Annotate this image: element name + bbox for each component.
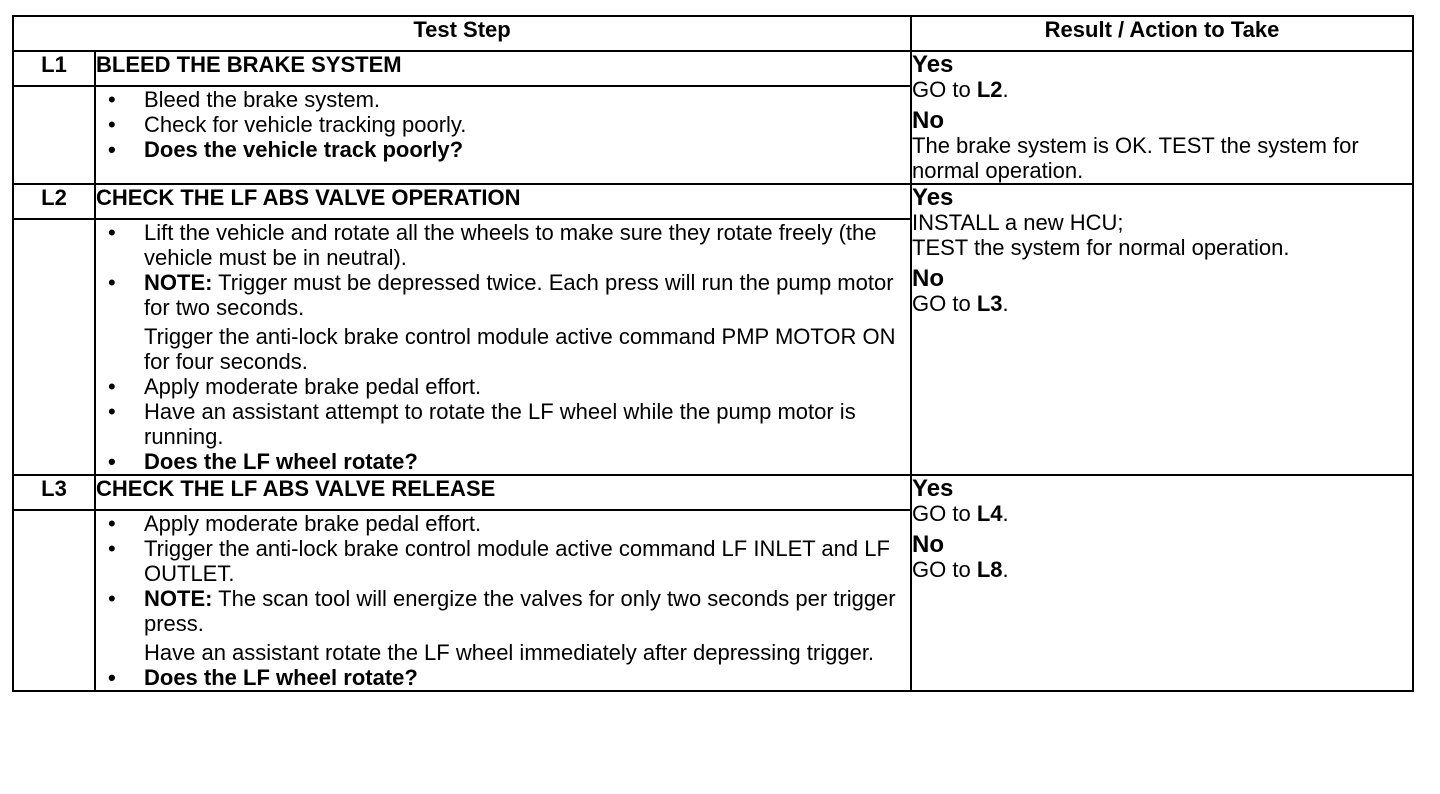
header-result: Result / Action to Take (911, 16, 1413, 51)
table-header-row (13, 16, 1413, 51)
list-item: • NOTE: The scan tool will energize the valves for only two seconds per trigger press. (108, 586, 896, 636)
step-id-l2: L2 (13, 184, 95, 219)
step-title-row-l1 (13, 51, 1413, 86)
blank-cell (13, 510, 95, 691)
yes-action (912, 501, 1412, 526)
result-no-l1 (912, 108, 1412, 183)
step-list-l2 (96, 220, 910, 474)
bullet-icon: • (108, 586, 116, 611)
step-body-l3 (95, 510, 911, 691)
bullet-icon: • (108, 87, 116, 112)
result-cell-l3 (911, 475, 1413, 691)
note-label: NOTE: (144, 586, 213, 611)
bullet-icon: • (108, 270, 116, 295)
result-yes-l1 (912, 52, 1412, 102)
no-action: The brake system is OK. TEST the system for normal operation. (912, 133, 1359, 183)
list-item-continuation: Have an assistant rotate the LF wheel immediately after depressing trigger. (144, 640, 875, 665)
result-yes-l3 (912, 476, 1412, 526)
yes-action: INSTALL a new HCU; (912, 210, 1124, 235)
no-label: No (912, 531, 945, 558)
list-item: • Apply moderate brake pedal effort. (108, 511, 482, 536)
yes-step-ref: L4 (976, 501, 1003, 526)
step-list-l1 (96, 87, 910, 162)
yes-action-2: TEST the system for normal operation. (912, 235, 1290, 260)
bullet-icon: • (108, 511, 116, 536)
result-cell-l1 (911, 51, 1413, 184)
result-no-l2 (912, 266, 1412, 316)
note-label: NOTE: (144, 270, 213, 295)
list-item: • Trigger the anti-lock brake control module active command LF INLET and LF OUTLET. (108, 536, 890, 586)
step-id-l3: L3 (13, 475, 95, 510)
step-title-l2: CHECK THE LF ABS VALVE OPERATION (95, 184, 911, 219)
list-item: • Apply moderate brake pedal effort. (108, 374, 482, 399)
step-title-row-l3 (13, 475, 1413, 510)
no-text: GO to (912, 291, 977, 316)
list-item: • Lift the vehicle and rotate all the wheels to make sure they rotate freely (the vehicle must be in neutral). (108, 220, 877, 270)
bullet-icon: • (108, 665, 116, 690)
yes-action (912, 77, 1412, 102)
step-title-l1: BLEED THE BRAKE SYSTEM (95, 51, 911, 86)
yes-label: Yes (912, 184, 954, 211)
bullet-icon: • (108, 449, 116, 474)
yes-label: Yes (912, 475, 954, 502)
question-item: • Does the LF wheel rotate? (108, 449, 418, 474)
no-action (912, 291, 1412, 316)
step-title-row-l2 (13, 184, 1413, 219)
no-label: No (912, 107, 945, 134)
no-step-ref: L8 (976, 557, 1003, 582)
yes-suffix: . (1002, 77, 1009, 102)
bullet-icon: • (108, 399, 116, 424)
no-text: GO to (912, 557, 977, 582)
question-item: • Does the LF wheel rotate? (108, 665, 418, 690)
result-cell-l2 (911, 184, 1413, 475)
step-id-l1: L1 (13, 51, 95, 86)
diagnostic-table (12, 15, 1414, 692)
yes-text: GO to (912, 501, 977, 526)
header-test-step: Test Step (13, 16, 911, 51)
bullet-icon: • (108, 112, 116, 137)
result-yes-l2 (912, 185, 1412, 260)
step-body-l2 (95, 219, 911, 475)
result-no-l3 (912, 532, 1412, 582)
list-item: • Check for vehicle tracking poorly. (108, 112, 467, 137)
bullet-icon: • (108, 137, 116, 162)
question-item: • Does the vehicle track poorly? (108, 137, 464, 162)
bullet-icon: • (108, 374, 116, 399)
no-suffix: . (1002, 557, 1009, 582)
blank-cell (13, 86, 95, 184)
list-item: • NOTE: Trigger must be depressed twice. Each press will run the pump motor for two seconds. (108, 270, 894, 320)
no-action (912, 557, 1412, 582)
no-step-ref: L3 (976, 291, 1003, 316)
no-label: No (912, 265, 945, 292)
yes-text: GO to (912, 77, 977, 102)
list-item-continuation: Trigger the anti-lock brake control module active command PMP MOTOR ON for four seconds. (144, 324, 896, 374)
bullet-icon: • (108, 220, 116, 245)
yes-step-ref: L2 (976, 77, 1003, 102)
blank-cell (13, 219, 95, 475)
yes-suffix: . (1002, 501, 1009, 526)
list-item: • Have an assistant attempt to rotate the LF wheel while the pump motor is running. (108, 399, 856, 449)
step-body-l1 (95, 86, 911, 184)
yes-label: Yes (912, 51, 954, 78)
step-list-l3 (96, 511, 910, 690)
diagnostic-table-container (12, 15, 1412, 692)
no-suffix: . (1002, 291, 1009, 316)
step-title-l3: CHECK THE LF ABS VALVE RELEASE (95, 475, 911, 510)
bullet-icon: • (108, 536, 116, 561)
list-item: • Bleed the brake system. (108, 87, 381, 112)
